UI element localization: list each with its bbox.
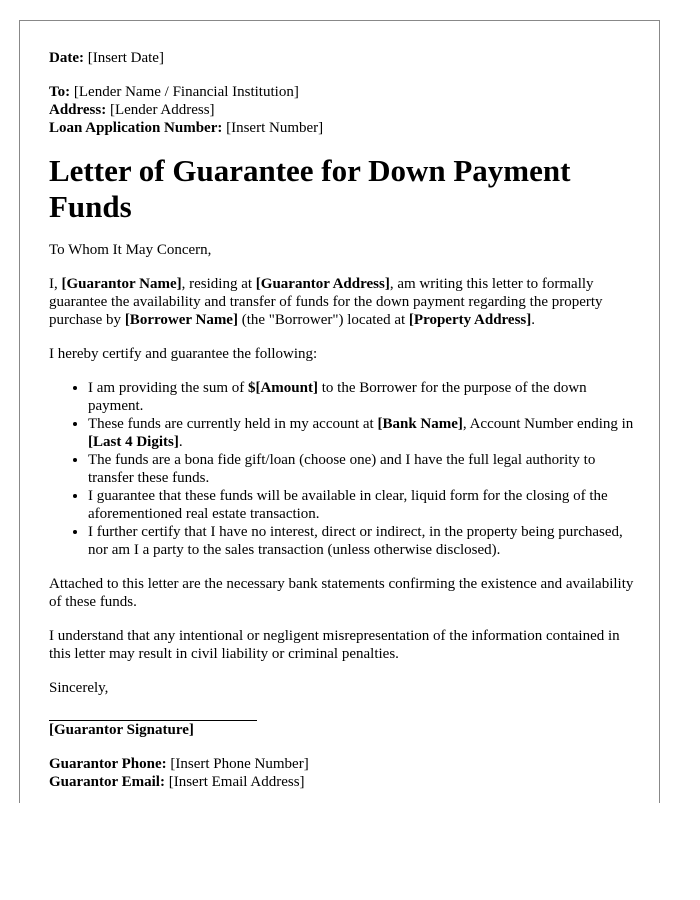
list-item: • The funds are a bona fide gift/loan (choose one) and I have the full legal authority to transfer these funds. [88, 451, 639, 487]
email-value: [Insert Email Address] [164, 774, 305, 790]
bullet1-text-1: I am providing the sum of [88, 380, 248, 396]
bullet2-text-3: . [178, 434, 183, 450]
list-item: • I guarantee that these funds will be available in clear, liquid form for the closing of the aforementioned real estate transaction. [88, 487, 639, 523]
list-item [88, 415, 639, 451]
address-value: [Lender Address] [106, 102, 215, 118]
intro-text-3: , am writing this letter to formally guarantee the availability and transfer of funds for the down payment regarding the property purchase by [49, 276, 603, 328]
signature-block [49, 721, 639, 739]
date-label: Date: [49, 50, 84, 66]
date-value: [Insert Date] [83, 50, 164, 66]
list-item [88, 379, 639, 415]
email-line [49, 773, 639, 791]
guarantor-name-placeholder: [Guarantor Name] [61, 276, 182, 292]
intro-text-4: (the "Borrower") located at [237, 312, 409, 328]
to-line [49, 83, 639, 101]
phone-label: Guarantor Phone: [49, 756, 167, 772]
date-block [49, 49, 639, 67]
borrower-name-placeholder: [Borrower Name] [124, 312, 238, 328]
signature-label: [Guarantor Signature] [49, 722, 194, 738]
letter-page [19, 20, 660, 803]
intro-text-1: I, [49, 276, 62, 292]
letter-title: Letter of Guarantee for Down Payment Funds [49, 153, 571, 224]
list-item: • I further certify that I have no interest, direct or indirect, in the property being purchased, nor am I a party to the sales transaction (unless otherwise disclosed). [88, 523, 639, 559]
amount-placeholder: $[Amount] [247, 380, 318, 396]
certify-intro: I hereby certify and guarantee the following: [49, 346, 318, 362]
understand-paragraph: I understand that any intentional or negligent misrepresentation of the information contained in this letter may result in civil liability or criminal penalties. [49, 628, 620, 662]
guarantor-address-placeholder: [Guarantor Address] [255, 276, 390, 292]
recipient-block [49, 83, 639, 137]
to-label: To: [49, 84, 71, 100]
closing: Sincerely, [49, 680, 109, 696]
address-label: Address: [49, 102, 107, 118]
attached-paragraph: Attached to this letter are the necessary bank statements confirming the existence and availability of these funds. [49, 576, 634, 610]
phone-value: [Insert Phone Number] [166, 756, 309, 772]
phone-line [49, 755, 639, 773]
loan-label: Loan Application Number: [49, 120, 223, 136]
date-line [49, 49, 639, 67]
email-label: Guarantor Email: [49, 774, 165, 790]
intro-text-5: . [531, 312, 536, 328]
bullet2-text-1: These funds are currently held in my account at [88, 416, 378, 432]
address-line [49, 101, 639, 119]
bullet1-text-2: to the Borrower for the purpose of the down payment. [88, 380, 587, 414]
bullet2-text-2: , Account Number ending in [462, 416, 634, 432]
letter-content [49, 49, 639, 791]
property-address-placeholder: [Property Address] [408, 312, 532, 328]
bank-name-placeholder: [Bank Name] [377, 416, 463, 432]
loan-value: [Insert Number] [222, 120, 324, 136]
intro-paragraph [49, 275, 639, 329]
salutation: To Whom It May Concern, [49, 242, 212, 258]
guarantee-list [49, 379, 639, 559]
loan-line [49, 119, 639, 137]
intro-text-2: , residing at [181, 276, 256, 292]
to-value: [Lender Name / Financial Institution] [70, 84, 299, 100]
last-digits-placeholder: [Last 4 Digits] [88, 434, 179, 450]
